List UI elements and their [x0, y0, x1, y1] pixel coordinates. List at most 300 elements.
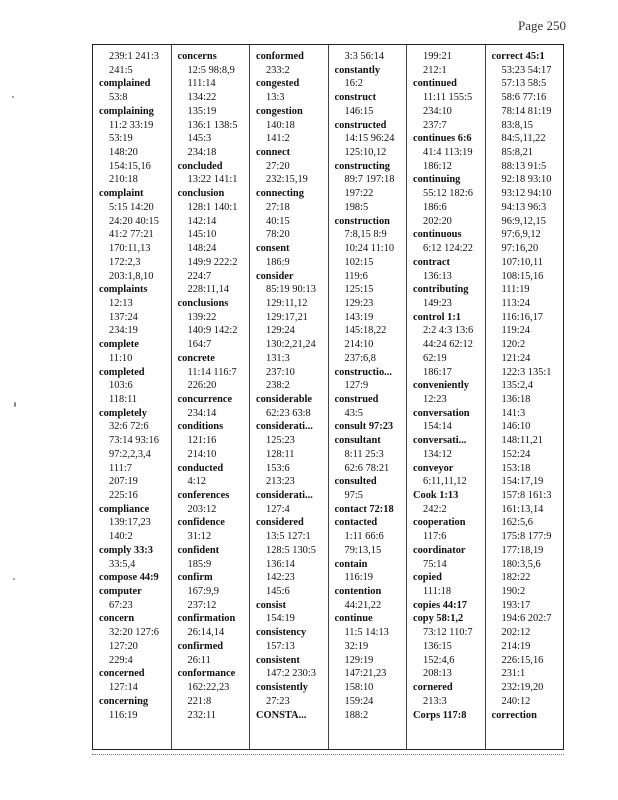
index-term: connecting	[256, 188, 304, 200]
index-term: consistency	[256, 627, 307, 639]
index-term: concerned	[99, 668, 145, 680]
index-term: consent	[256, 243, 290, 255]
index-term: CONSTA...	[256, 709, 307, 721]
index-reference: 147:2 230:3	[266, 668, 316, 680]
index-term: comply 33:3	[99, 544, 153, 556]
index-term: contain	[334, 558, 368, 570]
index-reference: 131:3	[266, 352, 290, 364]
index-reference: 228:11,14	[187, 284, 229, 296]
index-reference: 62:6 78:21	[344, 462, 390, 474]
index-reference: 13:3	[266, 92, 285, 104]
index-reference: 162:22,23	[187, 682, 230, 694]
index-reference: 226:20	[187, 380, 217, 392]
index-reference: 26:11	[187, 654, 211, 666]
index-reference: 3:3 56:14	[344, 51, 385, 62]
index-reference: 152:24	[501, 448, 531, 460]
index-reference: 93:12 94:10	[501, 188, 552, 200]
index-reference: 137:24	[109, 311, 138, 323]
index-reference: 232:11	[187, 709, 216, 721]
index-term: conditions	[177, 421, 224, 433]
index-reference: 145:6	[266, 586, 290, 598]
index-term: cornered	[413, 682, 453, 694]
index-term: consultant	[334, 435, 381, 447]
index-reference: 121:16	[187, 435, 217, 447]
index-term: copy 58:1,2	[413, 613, 464, 625]
index-reference: 238:2	[266, 380, 290, 392]
index-reference: 75:14	[423, 558, 447, 570]
index-reference: 140:2	[109, 531, 133, 543]
index-reference: 159:24	[344, 695, 374, 707]
index-reference: 32:6 72:6	[109, 421, 149, 433]
index-reference: 129:11,12	[266, 297, 308, 309]
index-reference: 94:13 96:3	[501, 201, 547, 213]
index-reference: 26:14,14	[187, 627, 225, 639]
index-term: consist	[256, 599, 287, 611]
index-term: control 1:1	[413, 311, 462, 323]
index-reference: 140:9 142:2	[187, 325, 238, 337]
index-term: concrete	[177, 352, 215, 364]
index-reference: 97:2,2,3,4	[109, 448, 151, 460]
index-term: contract	[413, 256, 450, 268]
index-reference: 210:18	[109, 174, 138, 186]
index-reference: 202:20	[423, 215, 452, 227]
index-reference: 62:23 63:8	[266, 407, 311, 419]
index-term: complained	[99, 78, 151, 90]
index-term: consistently	[256, 682, 308, 694]
index-reference: 177:18,19	[501, 544, 544, 556]
index-reference: 164:7	[187, 339, 212, 351]
index-reference: 203:12	[187, 503, 217, 515]
index-reference: 214:10	[187, 448, 217, 460]
index-term: completed	[99, 366, 145, 378]
index-term: complete	[99, 339, 139, 351]
index-term: construed	[334, 393, 379, 405]
index-term: concerning	[99, 695, 149, 707]
index-reference: 79:13,15	[344, 544, 382, 556]
index-reference: 85:8,21	[501, 147, 533, 159]
index-reference: 148:20	[109, 147, 138, 159]
index-reference: 157:8 161:3	[501, 490, 552, 501]
index-reference: 237:12	[187, 599, 217, 611]
index-reference: 172:2,3	[109, 256, 141, 268]
index-term: construction	[334, 215, 390, 227]
index-column	[250, 45, 329, 749]
index-term: conveniently	[413, 380, 469, 392]
index-reference: 241:5	[109, 64, 133, 76]
index-term: contact 72:18	[334, 503, 394, 515]
index-term: correct 45:1	[491, 51, 545, 62]
index-term: complaining	[99, 105, 154, 117]
index-term: constructio...	[334, 366, 392, 378]
index-reference: 234:14	[187, 407, 217, 419]
index-term: consider	[256, 270, 294, 282]
index-reference: 148:24	[187, 243, 217, 255]
index-reference: 193:17	[501, 599, 531, 611]
index-reference: 44:21,22	[344, 599, 382, 611]
index-reference: 11:2 33:19	[109, 119, 154, 131]
index-reference: 142:23	[266, 572, 295, 584]
index-reference: 129:24	[266, 325, 295, 337]
index-term: Cook 1:13	[413, 490, 459, 501]
index-reference: 125:23	[266, 435, 295, 447]
index-term: complaint	[99, 188, 144, 200]
index-reference: 154:15,16	[109, 160, 151, 172]
index-reference: 120:2	[501, 339, 526, 351]
footer-rule	[92, 754, 564, 761]
index-reference: 180:3,5,6	[501, 558, 541, 570]
index-term: Corps 117:8	[413, 709, 467, 721]
index-reference: 146:15	[344, 105, 374, 117]
index-reference: 224:7	[187, 270, 212, 282]
index-reference: 175:8 177:9	[501, 531, 552, 543]
index-reference: 24:20 40:15	[109, 215, 159, 227]
index-reference: 152:4,6	[423, 654, 455, 666]
index-reference: 197:22	[344, 188, 374, 200]
index-reference: 55:12 182:6	[423, 188, 473, 200]
index-reference: 148:11,21	[501, 435, 543, 447]
index-reference: 58:6 77:16	[501, 92, 547, 104]
index-term: continuous	[413, 229, 462, 241]
index-reference: 11:5 14:13	[344, 627, 389, 639]
index-reference: 125:10,12	[344, 147, 387, 159]
index-reference: 107:10,11	[501, 256, 543, 268]
index-reference: 121:24	[501, 352, 531, 364]
index-reference: 221:8	[187, 695, 212, 707]
index-reference: 233:2	[266, 64, 290, 76]
index-term: congestion	[256, 105, 303, 117]
index-reference: 62:19	[423, 352, 447, 364]
index-reference: 127:14	[109, 682, 138, 694]
index-reference: 146:10	[501, 421, 531, 433]
index-term: conducted	[177, 462, 224, 474]
index-reference: 225:16	[109, 490, 138, 501]
index-term: confidence	[177, 517, 225, 529]
index-reference: 6:11,11,12	[423, 476, 467, 488]
index-reference: 194:6 202:7	[501, 613, 552, 625]
index-reference: 12:13	[109, 297, 133, 309]
index-reference: 134:12	[423, 448, 452, 460]
index-reference: 186:12	[423, 160, 452, 172]
index-reference: 154:19	[266, 613, 295, 625]
index-reference: 154:14	[423, 421, 452, 433]
index-reference: 190:2	[501, 586, 526, 598]
index-reference: 122:3 135:1	[501, 366, 552, 378]
index-reference: 242:2	[423, 503, 447, 515]
index-term: conveyor	[413, 462, 454, 474]
index-term: constructing	[334, 160, 390, 172]
index-reference: 153:18	[501, 462, 531, 474]
index-reference: 11:14 116:7	[187, 366, 237, 378]
index-reference: 234:19	[109, 325, 138, 337]
index-reference: 13:22 141:1	[187, 174, 238, 186]
index-reference: 83:8,15	[501, 119, 533, 131]
index-reference: 145:18,22	[344, 325, 387, 337]
index-reference: 116:16,17	[501, 311, 543, 323]
index-term: conversation	[413, 407, 470, 419]
index-table	[92, 44, 564, 750]
index-term: correction	[491, 709, 537, 721]
index-reference: 27:18	[266, 201, 290, 213]
index-reference: 2:2 4:3 13:6	[423, 325, 474, 337]
index-reference: 117:6	[423, 531, 447, 543]
index-reference: 33:5,4	[109, 558, 136, 570]
index-term: contacted	[334, 517, 378, 529]
index-term: concurrence	[177, 393, 233, 405]
index-reference: 97:5	[344, 490, 363, 501]
index-reference: 212:1	[423, 64, 447, 76]
index-reference: 125:15	[344, 284, 374, 296]
index-reference: 5:15 14:20	[109, 201, 154, 213]
index-column	[172, 45, 251, 749]
index-term: concluded	[177, 160, 223, 172]
index-reference: 136:14	[266, 558, 295, 570]
index-reference: 240:12	[501, 695, 531, 707]
index-reference: 134:22	[187, 92, 217, 104]
index-reference: 96:9,12,15	[501, 215, 546, 227]
index-reference: 237:10	[266, 366, 295, 378]
index-reference: 97:16,20	[501, 243, 539, 255]
index-reference: 141:3	[501, 407, 526, 419]
index-reference: 232:19,20	[501, 682, 544, 694]
index-reference: 128:11	[266, 448, 295, 460]
index-term: compliance	[99, 503, 150, 515]
index-reference: 116:19	[109, 709, 138, 721]
index-term: considerable	[256, 393, 312, 405]
index-reference: 186:17	[423, 366, 452, 378]
index-term: concern	[99, 613, 135, 625]
index-reference: 14:15 96:24	[344, 133, 395, 145]
index-reference: 11:10	[109, 352, 133, 364]
index-term: continued	[413, 78, 457, 90]
index-reference: 129:17,21	[266, 311, 308, 323]
index-reference: 53:8	[109, 92, 128, 104]
index-reference: 85:19 90:13	[266, 284, 316, 296]
index-reference: 116:19	[344, 572, 373, 584]
index-reference: 111:14	[187, 78, 216, 90]
index-reference: 1:11 66:6	[344, 531, 384, 543]
index-reference: 8:11 25:3	[344, 448, 384, 460]
index-reference: 10:24 11:10	[344, 243, 395, 255]
index-term: conformance	[177, 668, 236, 680]
index-reference: 41:4 113:19	[423, 147, 473, 159]
index-reference: 158:10	[344, 682, 374, 694]
index-reference: 32:20 127:6	[109, 627, 159, 639]
scan-speck	[14, 402, 16, 407]
index-reference: 214:19	[501, 640, 531, 652]
index-term: conformed	[256, 51, 304, 62]
index-reference: 199:21	[423, 51, 452, 62]
index-term: continue	[334, 613, 373, 625]
index-term: concerns	[177, 51, 217, 62]
index-reference: 12:23	[423, 393, 447, 405]
index-term: consulted	[334, 476, 377, 488]
index-reference: 127:20	[109, 640, 138, 652]
index-reference: 89:7 197:18	[344, 174, 395, 186]
index-term: computer	[99, 586, 142, 598]
index-reference: 149:23	[423, 297, 452, 309]
index-reference: 136:1 138:5	[187, 119, 238, 131]
index-reference: 97:6,9,12	[501, 229, 541, 241]
index-term: considerati...	[256, 490, 313, 501]
index-reference: 78:14 81:19	[501, 105, 552, 117]
index-reference: 73:12 110:7	[423, 627, 473, 639]
index-reference: 135:19	[187, 105, 217, 117]
index-reference: 232:15,19	[266, 174, 308, 186]
index-reference: 143:19	[344, 311, 374, 323]
index-reference: 43:5	[344, 407, 363, 419]
index-column	[329, 45, 408, 749]
index-reference: 185:9	[187, 558, 212, 570]
index-reference: 170:11,13	[109, 243, 151, 255]
index-reference: 111:19	[501, 284, 530, 296]
index-reference: 11:11 155:5	[423, 92, 473, 104]
index-reference: 147:21,23	[344, 668, 387, 680]
index-term: consult 97:23	[334, 421, 394, 433]
index-reference: 203:1,8,10	[109, 270, 154, 282]
index-reference: 136:18	[501, 393, 531, 405]
index-reference: 84:5,11,22	[501, 133, 546, 145]
index-reference: 182:22	[501, 572, 531, 584]
index-reference: 202:12	[501, 627, 531, 639]
index-reference: 102:15	[344, 256, 374, 268]
index-reference: 44:24 62:12	[423, 339, 473, 351]
index-term: constructed	[334, 119, 387, 131]
index-term: conferences	[177, 490, 230, 501]
index-term: considered	[256, 517, 304, 529]
index-reference: 111:7	[109, 462, 132, 474]
index-reference: 103:6	[109, 380, 133, 392]
index-reference: 213:3	[423, 695, 447, 707]
index-reference: 149:9 222:2	[187, 256, 238, 268]
index-reference: 139:22	[187, 311, 217, 323]
index-reference: 40:15	[266, 215, 290, 227]
index-reference: 111:18	[423, 586, 452, 598]
index-reference: 108:15,16	[501, 270, 544, 282]
index-term: congested	[256, 78, 300, 90]
index-term: confirmation	[177, 613, 236, 625]
index-reference: 226:15,16	[501, 654, 544, 666]
index-reference: 145:3	[187, 133, 212, 145]
index-reference: 7:8,15 8:9	[344, 229, 387, 241]
scan-speck	[13, 578, 15, 580]
index-column	[407, 45, 486, 749]
index-reference: 167:9,9	[187, 586, 219, 598]
index-term: contributing	[413, 284, 469, 296]
index-term: contention	[334, 586, 382, 598]
index-reference: 119:24	[501, 325, 530, 337]
index-term: conversati...	[413, 435, 467, 447]
index-reference: 208:13	[423, 668, 452, 680]
index-reference: 153:6	[266, 462, 290, 474]
index-reference: 119:6	[344, 270, 368, 282]
index-reference: 234:18	[187, 147, 217, 159]
index-term: confirm	[177, 572, 213, 584]
index-reference: 188:2	[344, 709, 369, 721]
index-reference: 113:24	[501, 297, 530, 309]
index-reference: 130:2,21,24	[266, 339, 316, 351]
index-reference: 129:19	[344, 654, 374, 666]
index-reference: 213:23	[266, 476, 295, 488]
index-term: construct	[334, 92, 377, 104]
index-term: confirmed	[177, 640, 224, 652]
index-reference: 41:2 77:21	[109, 229, 154, 241]
index-reference: 128:5 130:5	[266, 544, 316, 556]
index-reference: 139:17,23	[109, 517, 151, 529]
page-number: Page 250	[517, 18, 566, 33]
index-reference: 140:18	[266, 119, 295, 131]
index-reference: 145:10	[187, 229, 217, 241]
index-reference: 207:19	[109, 476, 138, 488]
index-term: conclusions	[177, 297, 229, 309]
index-reference: 237:7	[423, 119, 447, 131]
index-reference: 214:10	[344, 339, 374, 351]
index-reference: 142:14	[187, 215, 217, 227]
index-reference: 198:5	[344, 201, 369, 213]
index-reference: 128:1 140:1	[187, 201, 238, 213]
index-reference: 129:23	[344, 297, 374, 309]
index-reference: 13:5 127:1	[266, 531, 311, 543]
index-reference: 32:19	[344, 640, 369, 652]
index-reference: 31:12	[187, 531, 212, 543]
index-reference: 154:17,19	[501, 476, 544, 488]
index-reference: 88:13 91:5	[501, 160, 547, 172]
index-term: compose 44:9	[99, 572, 159, 584]
index-term: cooperation	[413, 517, 466, 529]
index-reference: 127:9	[344, 380, 369, 392]
index-reference: 53:19	[109, 133, 133, 145]
index-reference: 239:1 241:3	[109, 51, 159, 62]
index-reference: 57:13 58:5	[501, 78, 547, 90]
index-term: confident	[177, 544, 220, 556]
index-reference: 161:13,14	[501, 503, 544, 515]
index-reference: 231:1	[501, 668, 526, 680]
index-reference: 92:18 93:10	[501, 174, 552, 186]
index-term: conclusion	[177, 188, 225, 200]
index-term: complaints	[99, 284, 148, 296]
scan-speck	[12, 96, 14, 98]
index-term: considerati...	[256, 421, 313, 433]
index-reference: 157:13	[266, 640, 295, 652]
index-reference: 12:5 98:8,9	[187, 64, 235, 76]
index-reference: 136:13	[423, 270, 452, 282]
index-reference: 186:6	[423, 201, 447, 213]
index-term: copies 44:17	[413, 599, 467, 611]
index-column	[93, 45, 172, 749]
index-reference: 229:4	[109, 654, 133, 666]
index-reference: 136:15	[423, 640, 452, 652]
index-reference: 73:14 93:16	[109, 435, 159, 447]
index-reference: 4:12	[187, 476, 206, 488]
index-reference: 6:12 124:22	[423, 243, 473, 255]
index-reference: 53:23 54:17	[501, 64, 552, 76]
index-reference: 27:23	[266, 695, 290, 707]
index-term: completely	[99, 407, 147, 419]
index-term: constantly	[334, 64, 381, 76]
index-term: copied	[413, 572, 442, 584]
index-reference: 127:4	[266, 503, 290, 515]
index-reference: 135:2,4	[501, 380, 533, 392]
index-term: continues 6:6	[413, 133, 472, 145]
index-reference: 186:9	[266, 256, 290, 268]
index-reference: 16:2	[344, 78, 363, 90]
index-reference: 78:20	[266, 229, 290, 241]
index-term: coordinator	[413, 544, 466, 556]
index-reference: 237:6,8	[344, 352, 376, 364]
index-term: continuing	[413, 174, 461, 186]
index-term: consistent	[256, 654, 300, 666]
index-term: connect	[256, 147, 291, 159]
index-reference: 162:5,6	[501, 517, 533, 529]
